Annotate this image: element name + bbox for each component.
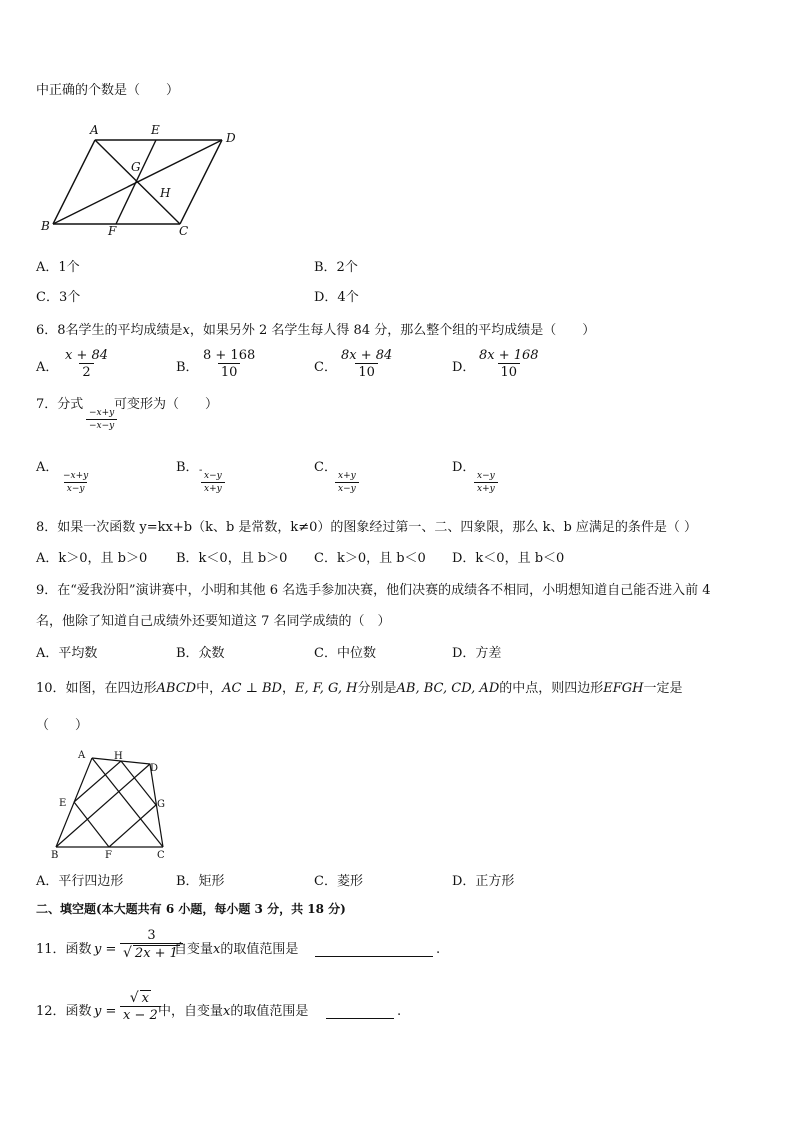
q12-sqrt-icon: √: [129, 990, 139, 1006]
q6-option-c-letter: C．: [314, 360, 337, 375]
q10-s10: EFGH: [603, 681, 644, 696]
q6-a-num: x + 84: [65, 348, 109, 363]
q12-post: 的取值范围是: [230, 1004, 309, 1019]
q6-a-den: 2: [79, 363, 93, 380]
q12-answer-blank[interactable]: [326, 1004, 394, 1019]
q11-end: .: [436, 942, 441, 957]
q12-stem-tail: [158, 1004, 308, 1020]
q5-option-a: A．1个: [36, 260, 80, 275]
q10-label-H: H: [114, 751, 123, 762]
q10-s8: AB, BC, CD, AD: [396, 681, 500, 696]
q6-option-a-fraction: [62, 348, 111, 380]
q7-d-num: x−y: [477, 471, 495, 481]
q5-label-H: H: [160, 186, 171, 200]
q6-stem-var: x: [182, 323, 190, 338]
q8-option-a: A．k＞0，且 b＞0: [36, 551, 148, 566]
q6-c-num: 8x + 84: [341, 348, 393, 363]
q9-stem-line1: 9．在“爱我汾阳”演讲赛中，小明和其他 6 名选手参加决赛，他们决赛的成绩各不相同，小明想知道自己能否进入前 4: [36, 583, 711, 598]
q10-stem: [36, 681, 683, 697]
q9-option-a: A．平均数: [36, 646, 98, 661]
q7-d-den: x+y: [474, 482, 498, 495]
q9-option-d: D．方差: [452, 646, 502, 661]
q7-a-den: x−y: [64, 482, 88, 495]
q10-label-E: E: [59, 798, 67, 809]
q5-option-b: B．2个: [314, 260, 358, 275]
section-2-title: 二、填空题(本大题共有 6 小题，每小题 3 分，共 18 分): [36, 902, 346, 916]
q6-option-d-fraction: [476, 348, 542, 380]
q8-option-d: D．k＜0，且 b＜0: [452, 551, 565, 566]
q11-pre: 11．函数: [36, 942, 92, 957]
q6-b-den: 10: [218, 363, 241, 380]
q10-answer-paren: （ ）: [36, 718, 89, 733]
q10-s2: ABCD: [156, 681, 197, 696]
q11-sqrt-icon: √: [123, 945, 132, 961]
q7-b-den: x+y: [201, 482, 225, 495]
q9-option-b: B．众数: [176, 646, 225, 661]
q9-stem-line2: 名，他除了知道自己成绩外还要知道这 7 名同学成绩的（ ）: [36, 614, 391, 629]
q10-label-B: B: [51, 850, 59, 861]
q7-option-d-letter: D．: [452, 460, 476, 475]
q12-pre: 12．函数: [36, 1004, 92, 1019]
q5-option-d: D．4个: [314, 290, 359, 305]
q12-den: x − 2: [120, 1006, 161, 1023]
q10-quadrilateral-figure: [40, 748, 180, 866]
q6-stem-pre: 6．8名学生的平均成绩是: [36, 323, 183, 338]
q7-option-b-fraction: [201, 471, 225, 495]
q8-option-b: B．k＜0，且 b＞0: [176, 551, 288, 566]
q10-s6: E, F, G, H: [294, 681, 358, 696]
q11-den-radicand: 2x + 1: [134, 946, 178, 961]
q5-label-A: A: [90, 123, 99, 137]
q5-label-B: B: [41, 219, 50, 233]
q5-label-F: F: [108, 224, 117, 238]
q5-stem-tail: 中正确的个数是（ ）: [36, 83, 180, 98]
q10-label-G: G: [157, 799, 165, 810]
q6-d-num: 8x + 168: [479, 348, 539, 363]
q7-stem-pre: 7．分式: [36, 397, 84, 412]
q11-answer-blank[interactable]: [315, 942, 433, 957]
q6-stem-post: ，如果另外 2 名学生每人得 84 分，那么整个组的平均成绩是（ ）: [189, 323, 596, 338]
q7-option-a-letter: A．: [36, 460, 59, 475]
q7-a-num: −x+y: [63, 471, 89, 481]
q6-option-b-letter: B．: [176, 360, 199, 375]
q11-num: 3: [147, 928, 156, 943]
q7-option-c-letter: C．: [314, 460, 337, 475]
q5-label-D: D: [226, 131, 236, 145]
q5-label-C: C: [179, 224, 189, 238]
q10-label-A: A: [78, 750, 86, 761]
q6-option-a-letter: A．: [36, 360, 59, 375]
q12-num: [127, 990, 154, 1006]
q6-option-d-letter: D．: [452, 360, 476, 375]
q7-stem-fraction: [86, 408, 117, 432]
q10-option-c: C．菱形: [314, 874, 363, 889]
q7-stem-post: 可变形为（ ）: [114, 397, 219, 412]
q10-s5: ，: [281, 681, 295, 696]
q7-option-b-letter: B．: [176, 460, 199, 475]
q11-stem-tail: [174, 942, 298, 958]
q10-option-d: D．正方形: [452, 874, 515, 889]
q6-option-b-fraction: [200, 348, 258, 380]
q8-stem: 8．如果一次函数 y=kx+b（k、b 是常数，k≠0）的图象经过第一、二、四象限，那么 k、b 应满足的条件是（ ）: [36, 520, 698, 535]
q12-y-equals: y =: [94, 1004, 117, 1019]
q10-label-F: F: [105, 850, 112, 861]
q10-s9: 的中点，则四边形: [499, 681, 604, 696]
q7-stem-den: −x−y: [86, 419, 117, 432]
q7-b-num: x−y: [204, 471, 222, 481]
q9-option-c: C．中位数: [314, 646, 376, 661]
q6-option-c-fraction: [338, 348, 395, 380]
q7-option-b-neg: -: [199, 465, 203, 476]
q10-label-C: C: [157, 850, 165, 861]
q5-label-E: E: [151, 123, 160, 137]
q12-end: .: [397, 1004, 402, 1019]
q10-s7: 分别是: [357, 681, 397, 696]
q11-var: x: [213, 942, 221, 957]
q6-stem: [36, 323, 595, 339]
q6-d-den: 10: [498, 363, 521, 380]
q8-option-c: C．k＞0，且 b＜0: [314, 551, 426, 566]
q6-b-num: 8 + 168: [203, 348, 256, 363]
q10-s4: AC ⊥ BD: [222, 681, 282, 696]
q12-var: x: [223, 1004, 231, 1019]
q7-c-den: x−y: [335, 482, 359, 495]
q7-stem-num: −x+y: [89, 408, 115, 418]
q5-label-G: G: [131, 160, 141, 174]
q10-s1: 10．如图，在四边形: [36, 681, 157, 696]
q11-post: 的取值范围是: [220, 942, 299, 957]
q7-option-c-fraction: [335, 471, 359, 495]
q10-s11: 一定是: [643, 681, 683, 696]
q7-option-a-fraction: [60, 471, 91, 495]
q11-y-equals: y =: [94, 942, 117, 957]
q11-mid: 自变量: [174, 942, 214, 957]
q10-option-b: B．矩形: [176, 874, 225, 889]
q7-option-d-fraction: [474, 471, 498, 495]
q12-fraction: [120, 990, 161, 1023]
q6-c-den: 10: [355, 363, 378, 380]
q10-option-a: A．平行四边形: [36, 874, 124, 889]
q12-mid: 中，自变量: [158, 1004, 224, 1019]
q12-num-radicand: x: [141, 991, 150, 1006]
q10-s3: 中，: [196, 681, 223, 696]
q5-option-c: C．3个: [36, 290, 81, 305]
q5-parallelogram-figure: [36, 120, 246, 240]
q7-c-num: x+y: [338, 471, 356, 481]
q10-label-D: D: [150, 763, 159, 774]
